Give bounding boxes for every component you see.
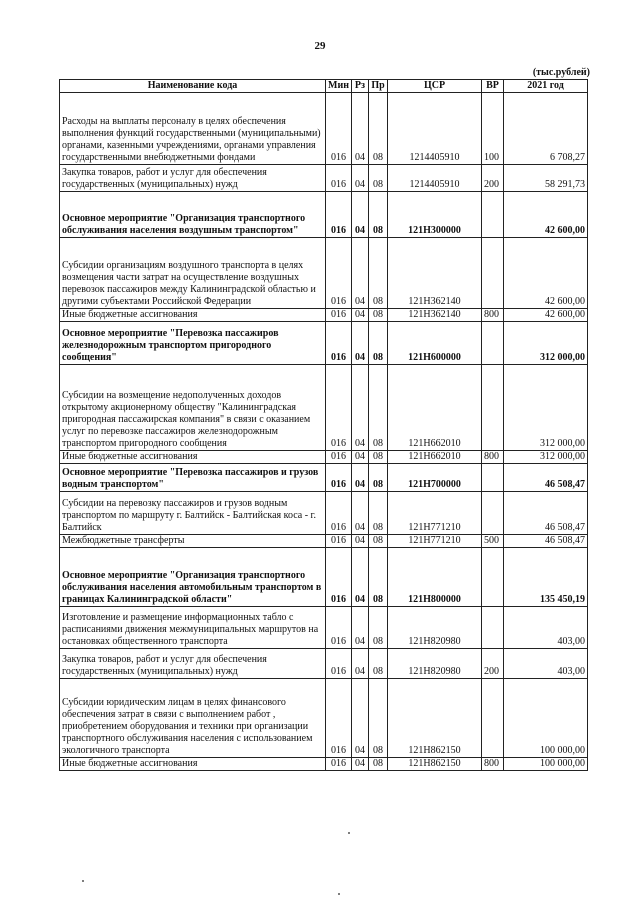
row-csr: 1214405910 xyxy=(388,93,482,165)
row-min: 016 xyxy=(326,365,352,451)
row-min: 016 xyxy=(326,192,352,238)
row-name: Субсидии на возмещение недополученных доходов открытому акционерному обществу "Калининградская пригородная пассажирская компания" в связи с оказанием услуг по перевозке пассажиров железнодорожным транспортом пригородного сообщения xyxy=(60,365,326,451)
row-min: 016 xyxy=(326,165,352,192)
row-csr: 121Н700000 xyxy=(388,464,482,492)
row-vr: 800 xyxy=(482,451,504,464)
table-row xyxy=(60,649,588,679)
row-vr: 500 xyxy=(482,535,504,548)
budget-table xyxy=(59,79,588,771)
row-name: Межбюджетные трансферты xyxy=(60,535,326,548)
header-vr: ВР xyxy=(482,80,504,93)
row-amount: 6 708,27 xyxy=(504,93,588,165)
row-rz: 04 xyxy=(352,492,369,535)
row-vr xyxy=(482,322,504,365)
row-pr: 08 xyxy=(369,607,388,649)
row-csr: 121Н862150 xyxy=(388,758,482,771)
row-name: Иные бюджетные ассигнования xyxy=(60,309,326,322)
row-min: 016 xyxy=(326,679,352,758)
row-name: Закупка товаров, работ и услуг для обеспечения государственных (муниципальных) нужд xyxy=(60,649,326,679)
row-csr: 121Н362140 xyxy=(388,309,482,322)
row-vr: 800 xyxy=(482,309,504,322)
row-pr: 08 xyxy=(369,679,388,758)
table-row xyxy=(60,322,588,365)
row-csr: 121Н300000 xyxy=(388,192,482,238)
row-rz: 04 xyxy=(352,309,369,322)
row-min: 016 xyxy=(326,649,352,679)
row-csr: 121Н771210 xyxy=(388,492,482,535)
row-rz: 04 xyxy=(352,464,369,492)
table-row xyxy=(60,492,588,535)
row-name: Субсидии на перевозку пассажиров и грузов водным транспортом по маршруту г. Балтийск - Балтийская коса - г. Балтийск xyxy=(60,492,326,535)
row-rz: 04 xyxy=(352,548,369,607)
row-rz: 04 xyxy=(352,365,369,451)
row-pr: 08 xyxy=(369,309,388,322)
row-name: Основное мероприятие "Организация транспортного обслуживания населения автомобильным транспортом в границах Калининградской области" xyxy=(60,548,326,607)
row-rz: 04 xyxy=(352,679,369,758)
header-name: Наименование кода xyxy=(60,80,326,93)
row-csr: 121Н820980 xyxy=(388,607,482,649)
row-amount: 100 000,00 xyxy=(504,679,588,758)
row-vr xyxy=(482,607,504,649)
row-amount: 100 000,00 xyxy=(504,758,588,771)
table-row xyxy=(60,238,588,309)
row-vr xyxy=(482,492,504,535)
scan-speck xyxy=(338,893,340,895)
row-min: 016 xyxy=(326,238,352,309)
row-min: 016 xyxy=(326,535,352,548)
row-amount: 312 000,00 xyxy=(504,365,588,451)
row-pr: 08 xyxy=(369,238,388,309)
row-vr: 800 xyxy=(482,758,504,771)
row-pr: 08 xyxy=(369,758,388,771)
row-rz: 04 xyxy=(352,451,369,464)
row-name: Иные бюджетные ассигнования xyxy=(60,451,326,464)
table-row xyxy=(60,758,588,771)
row-csr: 121Н820980 xyxy=(388,649,482,679)
row-name: Основное мероприятие "Перевозка пассажиров железнодорожным транспортом пригородного сообщения" xyxy=(60,322,326,365)
row-rz: 04 xyxy=(352,165,369,192)
row-name: Расходы на выплаты персоналу в целях обеспечения выполнения функций государственными (муниципальными) органами, казенными учреждениями, органами управления государственными внебюджетными фондами xyxy=(60,93,326,165)
row-vr xyxy=(482,365,504,451)
row-amount: 403,00 xyxy=(504,649,588,679)
row-min: 016 xyxy=(326,309,352,322)
row-name: Иные бюджетные ассигнования xyxy=(60,758,326,771)
row-vr xyxy=(482,192,504,238)
row-amount: 312 000,00 xyxy=(504,451,588,464)
header-rz: Рз xyxy=(352,80,369,93)
row-pr: 08 xyxy=(369,165,388,192)
table-row xyxy=(60,165,588,192)
row-rz: 04 xyxy=(352,758,369,771)
row-amount: 46 508,47 xyxy=(504,535,588,548)
header-pr: Пр xyxy=(369,80,388,93)
row-amount: 46 508,47 xyxy=(504,492,588,535)
row-min: 016 xyxy=(326,607,352,649)
row-vr xyxy=(482,548,504,607)
table-header-row xyxy=(60,80,588,93)
row-vr xyxy=(482,679,504,758)
header-year: 2021 год xyxy=(504,80,588,93)
row-min: 016 xyxy=(326,93,352,165)
table-row xyxy=(60,548,588,607)
row-pr: 08 xyxy=(369,322,388,365)
row-rz: 04 xyxy=(352,322,369,365)
row-pr: 08 xyxy=(369,365,388,451)
row-name: Субсидии юридическим лицам в целях финансового обеспечения затрат в связи с выполнением работ , приобретением оборудования и техники при организации транспортного обслуживания населения с использованием экологичного транспорта xyxy=(60,679,326,758)
scan-speck xyxy=(348,832,350,834)
row-amount: 42 600,00 xyxy=(504,238,588,309)
row-rz: 04 xyxy=(352,192,369,238)
row-pr: 08 xyxy=(369,535,388,548)
page-number: 29 xyxy=(314,40,326,52)
row-min: 016 xyxy=(326,464,352,492)
table-row xyxy=(60,309,588,322)
row-vr: 200 xyxy=(482,649,504,679)
row-min: 016 xyxy=(326,758,352,771)
row-amount: 135 450,19 xyxy=(504,548,588,607)
row-pr: 08 xyxy=(369,492,388,535)
units-label: (тыс.рублей) xyxy=(532,67,590,78)
header-csr: ЦСР xyxy=(388,80,482,93)
table-row xyxy=(60,192,588,238)
row-amount: 42 600,00 xyxy=(504,192,588,238)
row-name: Основное мероприятие "Перевозка пассажиров и грузов водным транспортом" xyxy=(60,464,326,492)
row-rz: 04 xyxy=(352,535,369,548)
row-amount: 46 508,47 xyxy=(504,464,588,492)
row-csr: 121Н862150 xyxy=(388,679,482,758)
row-min: 016 xyxy=(326,322,352,365)
row-vr: 200 xyxy=(482,165,504,192)
row-csr: 121Н662010 xyxy=(388,365,482,451)
scan-speck xyxy=(82,880,84,882)
row-csr: 121Н800000 xyxy=(388,548,482,607)
row-vr xyxy=(482,464,504,492)
row-name: Изготовление и размещение информационных табло с расписаниями движения межмуниципальных маршрутов на остановках общественного транспорта xyxy=(60,607,326,649)
table-row xyxy=(60,607,588,649)
row-rz: 04 xyxy=(352,649,369,679)
table-row xyxy=(60,679,588,758)
row-pr: 08 xyxy=(369,192,388,238)
table-row xyxy=(60,365,588,451)
row-min: 016 xyxy=(326,492,352,535)
row-csr: 121Н662010 xyxy=(388,451,482,464)
row-csr: 1214405910 xyxy=(388,165,482,192)
table-row xyxy=(60,535,588,548)
row-vr: 100 xyxy=(482,93,504,165)
row-vr xyxy=(482,238,504,309)
row-name: Закупка товаров, работ и услуг для обеспечения государственных (муниципальных) нужд xyxy=(60,165,326,192)
row-pr: 08 xyxy=(369,649,388,679)
table-row xyxy=(60,451,588,464)
row-amount: 403,00 xyxy=(504,607,588,649)
row-csr: 121Н362140 xyxy=(388,238,482,309)
row-min: 016 xyxy=(326,451,352,464)
row-amount: 42 600,00 xyxy=(504,309,588,322)
header-min: Мин xyxy=(326,80,352,93)
row-min: 016 xyxy=(326,548,352,607)
row-name: Субсидии организациям воздушного транспорта в целях возмещения части затрат на осуществление воздушных перевозок пассажиров между Калининградской областью и другими субъектами Российской Федерации xyxy=(60,238,326,309)
row-name: Основное мероприятие "Организация транспортного обслуживания населения воздушным транспортом" xyxy=(60,192,326,238)
table-row xyxy=(60,464,588,492)
row-rz: 04 xyxy=(352,93,369,165)
row-amount: 312 000,00 xyxy=(504,322,588,365)
row-pr: 08 xyxy=(369,451,388,464)
row-pr: 08 xyxy=(369,548,388,607)
row-csr: 121Н771210 xyxy=(388,535,482,548)
table-row xyxy=(60,93,588,165)
row-amount: 58 291,73 xyxy=(504,165,588,192)
row-csr: 121Н600000 xyxy=(388,322,482,365)
row-rz: 04 xyxy=(352,607,369,649)
row-rz: 04 xyxy=(352,238,369,309)
row-pr: 08 xyxy=(369,93,388,165)
row-pr: 08 xyxy=(369,464,388,492)
